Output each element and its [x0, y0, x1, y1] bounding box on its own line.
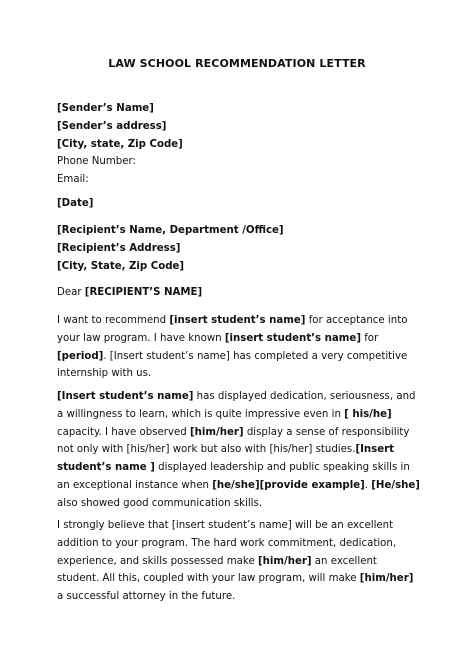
p2-text-5: . — [364, 479, 372, 491]
p2-placeholder-6: [He/she] — [371, 479, 420, 491]
sender-city: [City, state, Zip Code] — [57, 138, 183, 150]
sender-phone: Phone Number: — [57, 156, 136, 168]
p2-text-1: has displayed dedication, seriousness, and a willingness to learn, which is quite impressive even in — [57, 391, 416, 420]
p1-text-4: . [Insert student’s name] has completed a very competitive internship with us. — [57, 350, 408, 380]
salutation-name: [RECIPIENT’S NAME] — [84, 287, 203, 298]
recipient-city: [City, State, Zip Code] — [57, 260, 185, 272]
paragraph-2 — [57, 388, 422, 513]
sender-address: [Sender’s address] — [57, 120, 167, 132]
p3-text-1: I strongly believe that [insert student’s name] will be an excellent addition to your program. The hard work commitment, dedication, experience, and skills possessed make — [57, 520, 397, 567]
p2-placeholder-3: [him/her] — [189, 426, 244, 438]
recipient-address: [Recipient’s Address] — [57, 242, 181, 254]
recipient-block — [57, 222, 422, 275]
sender-email: Email: — [57, 174, 89, 186]
recipient-name: [Recipient’s Name, Department /Office] — [57, 225, 284, 236]
p3-text-2: an excellent student. All this, coupled with your law program, will make — [57, 555, 377, 585]
sender-name: [Sender’s Name] — [57, 103, 154, 114]
sender-block — [57, 100, 422, 189]
p1-placeholder-3: [period] — [57, 350, 104, 362]
p2-text-2: capacity. I have observed — [57, 426, 190, 438]
p2-text-4: displayed leadership and public speaking skills in an exceptional instance when — [57, 462, 410, 491]
p2-placeholder-5: [he/she][provide example] — [212, 479, 365, 491]
p1-text-3: for — [360, 332, 379, 344]
p3-placeholder-1: [him/her] — [257, 555, 312, 567]
p1-text-2: for acceptance into your law program. I have known — [57, 315, 408, 344]
p2-text-6: also showed good communication skills. — [57, 497, 263, 509]
p2-text-3: display a sense of responsibility not only with [his/her] work but also with [his/her] studies. — [57, 426, 410, 456]
p1-placeholder-1: [insert student’s name] — [169, 315, 306, 326]
paragraph-3 — [57, 517, 422, 606]
p3-placeholder-2: [him/her] — [359, 573, 414, 585]
p1-placeholder-2: [insert student’s name] — [224, 332, 361, 344]
salutation — [57, 284, 422, 302]
date-block — [57, 195, 422, 213]
p3-text-3: a successful attorney in the future. — [57, 591, 236, 603]
paragraph-1 — [57, 312, 422, 383]
p2-placeholder-1: [Insert student’s name] — [57, 391, 194, 402]
p1-text-1: I want to recommend — [57, 315, 170, 326]
letter-date: [Date] — [57, 198, 94, 209]
p2-placeholder-2: [ his/he] — [344, 408, 392, 420]
letter-title: LAW SCHOOL RECOMMENDATION LETTER — [108, 57, 366, 70]
p2-placeholder-4: [Insert student’s name ] — [57, 444, 395, 474]
salutation-greeting: Dear — [57, 287, 85, 298]
